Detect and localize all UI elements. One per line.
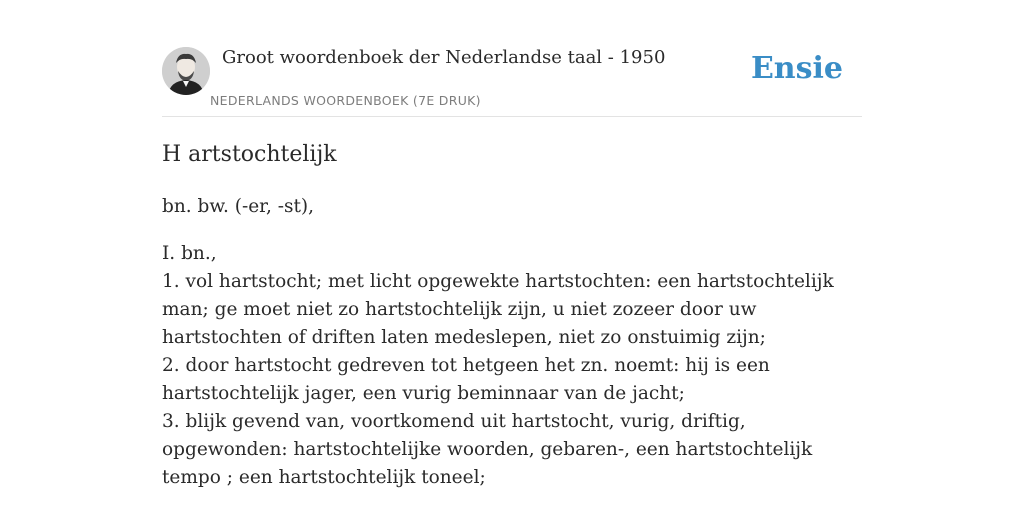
entry-definitions: [162, 240, 862, 492]
definition-line: 1. vol hartstocht; met licht opgewekte hartstochten: een hartstochtelijk man; ge moet niet zo hartstochtelijk zijn, u niet zozeer door uw hartstochten of driften laten medeslepen, niet zo onstuimig zijn;: [162, 271, 834, 348]
page-header: [162, 0, 862, 117]
entry-grammar: bn. bw. (-er, -st),: [162, 196, 315, 217]
entry-content: [162, 140, 862, 492]
definition-line: 2. door hartstocht gedreven tot hetgeen het zn. noemt: hij is een hartstochtelijk jager, een vurig beminnaar van de jacht;: [162, 355, 770, 404]
definition-line: 3. blijk gevend van, voortkomend uit hartstocht, vurig, driftig, opgewonden: hartstochtelijke woorden, gebaren-, een hartstochtelijk tempo ; een hartstochtelijk toneel;: [162, 411, 813, 488]
book-subtitle[interactable]: NEDERLANDS WOORDENBOEK (7E DRUK): [210, 93, 481, 108]
entry-headword: H artstochtelijk: [162, 142, 337, 167]
author-portrait-icon[interactable]: [162, 47, 210, 95]
ensie-logo[interactable]: Ensie: [750, 51, 843, 86]
definition-line: I. bn.,: [162, 243, 217, 264]
book-title[interactable]: Groot woordenboek der Nederlandse taal - 1950: [222, 47, 666, 68]
